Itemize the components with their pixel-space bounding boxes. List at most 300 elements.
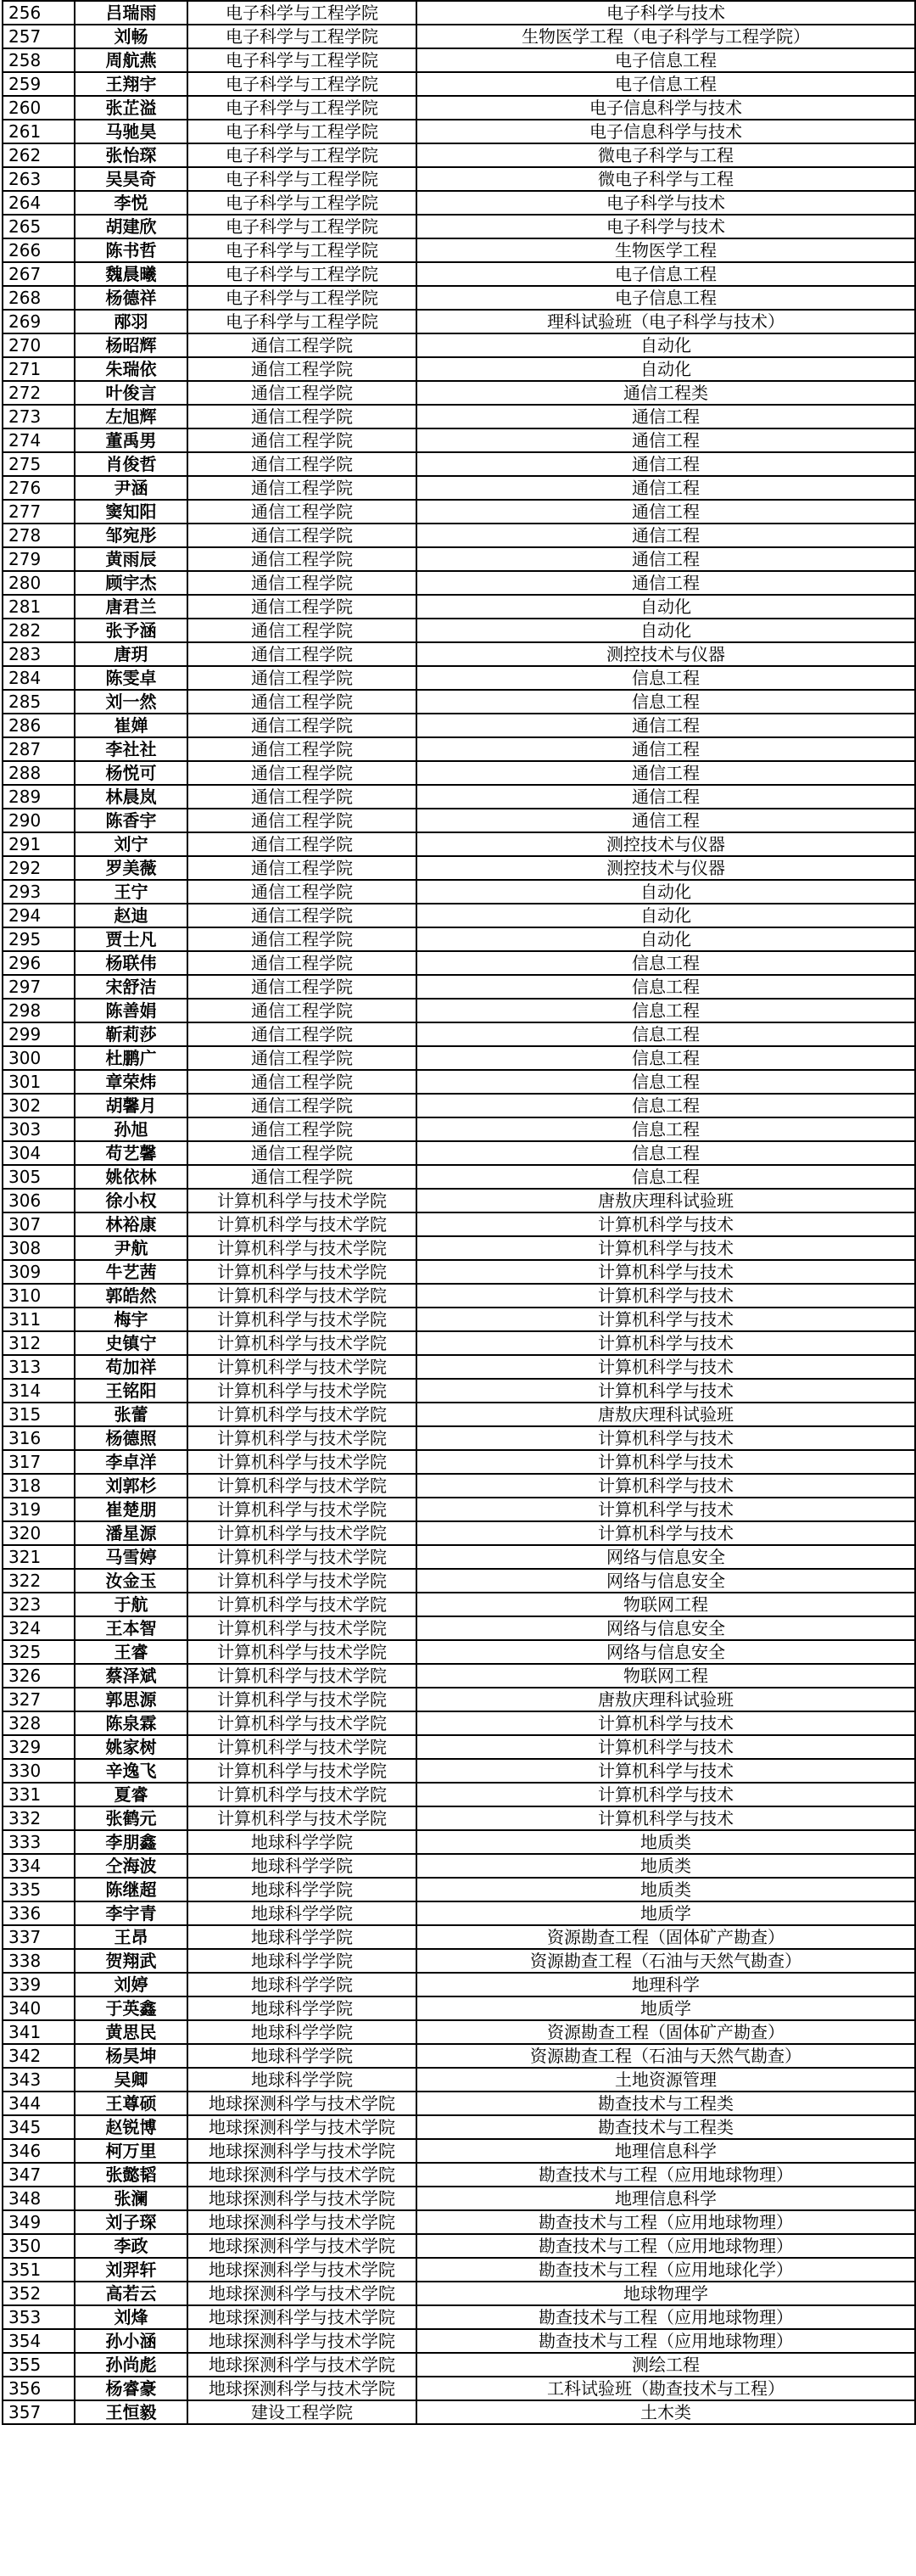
student-name-cell: 孙小涵 (75, 2329, 187, 2353)
row-number-cell: 282 (3, 619, 75, 642)
student-name-cell: 姚依林 (75, 1165, 187, 1189)
row-number-cell: 297 (3, 975, 75, 999)
student-name-cell: 高若云 (75, 2282, 187, 2305)
school-name-cell: 地球科学学院 (187, 2020, 416, 2044)
major-name-cell: 通信工程 (416, 405, 915, 428)
school-name-cell: 地球探测科学与技术学院 (187, 2139, 416, 2163)
row-number-cell: 280 (3, 571, 75, 595)
student-name-cell: 窦知阳 (75, 500, 187, 524)
major-name-cell: 物联网工程 (416, 1664, 915, 1688)
major-name-cell: 电子信息工程 (416, 48, 915, 72)
major-name-cell: 信息工程 (416, 975, 915, 999)
row-number-cell: 272 (3, 381, 75, 405)
student-name-cell: 潘星源 (75, 1521, 187, 1545)
school-name-cell: 通信工程学院 (187, 809, 416, 832)
row-number-cell: 290 (3, 809, 75, 832)
major-name-cell: 勘查技术与工程（应用地球物理） (416, 2305, 915, 2329)
school-name-cell: 通信工程学院 (187, 333, 416, 357)
major-name-cell: 土木类 (416, 2400, 915, 2424)
table-row (3, 262, 915, 286)
major-name-cell: 信息工程 (416, 1022, 915, 1046)
school-name-cell: 通信工程学院 (187, 1165, 416, 1189)
table-row (3, 1830, 915, 1854)
row-number-cell: 322 (3, 1569, 75, 1593)
row-number-cell: 346 (3, 2139, 75, 2163)
student-name-cell: 尹涵 (75, 476, 187, 500)
major-name-cell: 电子信息科学与技术 (416, 96, 915, 120)
table-row (3, 880, 915, 904)
row-number-cell: 288 (3, 761, 75, 785)
row-number-cell: 270 (3, 333, 75, 357)
student-name-cell: 吕瑞雨 (75, 1, 187, 25)
student-name-cell: 刘畅 (75, 25, 187, 48)
major-name-cell: 测控技术与仪器 (416, 642, 915, 666)
major-name-cell: 自动化 (416, 904, 915, 927)
school-name-cell: 电子科学与工程学院 (187, 143, 416, 167)
major-name-cell: 物联网工程 (416, 1593, 915, 1616)
school-name-cell: 地球探测科学与技术学院 (187, 2210, 416, 2234)
row-number-cell: 334 (3, 1854, 75, 1878)
row-number-cell: 260 (3, 96, 75, 120)
table-row (3, 1450, 915, 1474)
major-name-cell: 自动化 (416, 333, 915, 357)
student-name-cell: 于英鑫 (75, 1996, 187, 2020)
table-row (3, 785, 915, 809)
major-name-cell: 通信工程 (416, 809, 915, 832)
table-row (3, 737, 915, 761)
school-name-cell: 通信工程学院 (187, 1094, 416, 1117)
school-name-cell: 计算机科学与技术学院 (187, 1759, 416, 1783)
student-name-cell: 仝海波 (75, 1854, 187, 1878)
student-table-body (3, 1, 915, 2424)
school-name-cell: 计算机科学与技术学院 (187, 1783, 416, 1806)
row-number-cell: 330 (3, 1759, 75, 1783)
school-name-cell: 电子科学与工程学院 (187, 1, 416, 25)
school-name-cell: 地球探测科学与技术学院 (187, 2092, 416, 2115)
school-name-cell: 计算机科学与技术学院 (187, 1212, 416, 1236)
school-name-cell: 计算机科学与技术学院 (187, 1521, 416, 1545)
school-name-cell: 地球科学学院 (187, 1878, 416, 1901)
row-number-cell: 265 (3, 215, 75, 238)
row-number-cell: 354 (3, 2329, 75, 2353)
table-row (3, 642, 915, 666)
table-row (3, 832, 915, 856)
school-name-cell: 电子科学与工程学院 (187, 48, 416, 72)
table-row (3, 1260, 915, 1284)
school-name-cell: 通信工程学院 (187, 357, 416, 381)
school-name-cell: 计算机科学与技术学院 (187, 1189, 416, 1212)
major-name-cell: 勘查技术与工程（应用地球物理） (416, 2329, 915, 2353)
row-number-cell: 269 (3, 310, 75, 333)
major-name-cell: 计算机科学与技术 (416, 1498, 915, 1521)
row-number-cell: 289 (3, 785, 75, 809)
major-name-cell: 地质学 (416, 1901, 915, 1925)
row-number-cell: 341 (3, 2020, 75, 2044)
table-row (3, 2305, 915, 2329)
student-name-cell: 张芷溢 (75, 96, 187, 120)
table-row (3, 1616, 915, 1640)
row-number-cell: 344 (3, 2092, 75, 2115)
row-number-cell: 324 (3, 1616, 75, 1640)
major-name-cell: 唐敖庆理科试验班 (416, 1688, 915, 1711)
row-number-cell: 349 (3, 2210, 75, 2234)
student-name-cell: 郭皓然 (75, 1284, 187, 1308)
major-name-cell: 计算机科学与技术 (416, 1212, 915, 1236)
student-name-cell: 杨睿豪 (75, 2377, 187, 2400)
student-name-cell: 蔡泽斌 (75, 1664, 187, 1688)
major-name-cell: 资源勘查工程（石油与天然气勘查） (416, 2044, 915, 2068)
row-number-cell: 316 (3, 1426, 75, 1450)
school-name-cell: 计算机科学与技术学院 (187, 1450, 416, 1474)
table-row (3, 571, 915, 595)
table-row (3, 1806, 915, 1830)
table-row (3, 167, 915, 191)
school-name-cell: 计算机科学与技术学院 (187, 1260, 416, 1284)
school-name-cell: 建设工程学院 (187, 2400, 416, 2424)
school-name-cell: 电子科学与工程学院 (187, 167, 416, 191)
student-name-cell: 陈雯卓 (75, 666, 187, 690)
student-name-cell: 顾宇杰 (75, 571, 187, 595)
table-row (3, 381, 915, 405)
school-name-cell: 地球科学学院 (187, 1925, 416, 1949)
student-name-cell: 靳莉莎 (75, 1022, 187, 1046)
table-row (3, 286, 915, 310)
table-row (3, 809, 915, 832)
student-name-cell: 唐玥 (75, 642, 187, 666)
table-row (3, 1996, 915, 2020)
school-name-cell: 电子科学与工程学院 (187, 215, 416, 238)
major-name-cell: 信息工程 (416, 666, 915, 690)
row-number-cell: 342 (3, 2044, 75, 2068)
row-number-cell: 329 (3, 1735, 75, 1759)
table-row (3, 476, 915, 500)
row-number-cell: 328 (3, 1711, 75, 1735)
school-name-cell: 通信工程学院 (187, 1022, 416, 1046)
table-row (3, 1022, 915, 1046)
major-name-cell: 地理科学 (416, 1973, 915, 1996)
student-name-cell: 汝金玉 (75, 1569, 187, 1593)
table-row (3, 2068, 915, 2092)
table-row (3, 2020, 915, 2044)
school-name-cell: 通信工程学院 (187, 405, 416, 428)
student-name-cell: 杨联伟 (75, 951, 187, 975)
row-number-cell: 283 (3, 642, 75, 666)
row-number-cell: 300 (3, 1046, 75, 1070)
student-name-cell: 崔婵 (75, 714, 187, 737)
row-number-cell: 313 (3, 1355, 75, 1379)
student-name-cell: 陈善娟 (75, 999, 187, 1022)
major-name-cell: 勘查技术与工程（应用地球化学） (416, 2258, 915, 2282)
student-name-cell: 肖俊哲 (75, 452, 187, 476)
student-name-cell: 孙尚彪 (75, 2353, 187, 2377)
row-number-cell: 332 (3, 1806, 75, 1830)
row-number-cell: 263 (3, 167, 75, 191)
major-name-cell: 自动化 (416, 880, 915, 904)
row-number-cell: 259 (3, 72, 75, 96)
school-name-cell: 计算机科学与技术学院 (187, 1403, 416, 1426)
student-name-cell: 邴羽 (75, 310, 187, 333)
table-row (3, 452, 915, 476)
table-row (3, 310, 915, 333)
row-number-cell: 305 (3, 1165, 75, 1189)
student-name-cell: 王尊硕 (75, 2092, 187, 2115)
student-name-cell: 苟加祥 (75, 1355, 187, 1379)
row-number-cell: 307 (3, 1212, 75, 1236)
major-name-cell: 计算机科学与技术 (416, 1474, 915, 1498)
student-name-cell: 李社社 (75, 737, 187, 761)
major-name-cell: 网络与信息安全 (416, 1640, 915, 1664)
school-name-cell: 地球探测科学与技术学院 (187, 2282, 416, 2305)
major-name-cell: 网络与信息安全 (416, 1616, 915, 1640)
student-name-cell: 李朋鑫 (75, 1830, 187, 1854)
table-row (3, 1117, 915, 1141)
student-name-cell: 姚家树 (75, 1735, 187, 1759)
table-row (3, 2210, 915, 2234)
table-row (3, 1593, 915, 1616)
row-number-cell: 257 (3, 25, 75, 48)
school-name-cell: 计算机科学与技术学院 (187, 1355, 416, 1379)
school-name-cell: 电子科学与工程学院 (187, 120, 416, 143)
table-row (3, 120, 915, 143)
table-row (3, 547, 915, 571)
table-row (3, 1331, 915, 1355)
student-name-cell: 张怡琛 (75, 143, 187, 167)
table-row (3, 1284, 915, 1308)
student-name-cell: 张鹤元 (75, 1806, 187, 1830)
student-name-cell: 王宁 (75, 880, 187, 904)
student-name-cell: 杨昭辉 (75, 333, 187, 357)
school-name-cell: 计算机科学与技术学院 (187, 1593, 416, 1616)
row-number-cell: 338 (3, 1949, 75, 1973)
major-name-cell: 计算机科学与技术 (416, 1331, 915, 1355)
major-name-cell: 电子信息工程 (416, 286, 915, 310)
major-name-cell: 通信工程 (416, 571, 915, 595)
school-name-cell: 通信工程学院 (187, 999, 416, 1022)
table-row (3, 2258, 915, 2282)
major-name-cell: 电子科学与技术 (416, 191, 915, 215)
school-name-cell: 计算机科学与技术学院 (187, 1664, 416, 1688)
student-name-cell: 魏晨曦 (75, 262, 187, 286)
table-row (3, 1094, 915, 1117)
school-name-cell: 通信工程学院 (187, 856, 416, 880)
table-row (3, 714, 915, 737)
table-row (3, 2353, 915, 2377)
student-name-cell: 刘一然 (75, 690, 187, 714)
school-name-cell: 电子科学与工程学院 (187, 191, 416, 215)
table-row (3, 333, 915, 357)
major-name-cell: 电子信息科学与技术 (416, 120, 915, 143)
student-name-cell: 王恒毅 (75, 2400, 187, 2424)
table-row (3, 1640, 915, 1664)
table-row (3, 2115, 915, 2139)
major-name-cell: 地理信息科学 (416, 2187, 915, 2210)
table-row (3, 238, 915, 262)
table-row (3, 2234, 915, 2258)
school-name-cell: 通信工程学院 (187, 571, 416, 595)
row-number-cell: 306 (3, 1189, 75, 1212)
major-name-cell: 自动化 (416, 927, 915, 951)
row-number-cell: 278 (3, 524, 75, 547)
row-number-cell: 277 (3, 500, 75, 524)
table-row (3, 1165, 915, 1189)
school-name-cell: 计算机科学与技术学院 (187, 1284, 416, 1308)
table-row (3, 96, 915, 120)
school-name-cell: 通信工程学院 (187, 761, 416, 785)
school-name-cell: 计算机科学与技术学院 (187, 1379, 416, 1403)
major-name-cell: 通信工程 (416, 785, 915, 809)
major-name-cell: 信息工程 (416, 1165, 915, 1189)
table-row (3, 595, 915, 619)
major-name-cell: 信息工程 (416, 690, 915, 714)
major-name-cell: 理科试验班（电子科学与技术） (416, 310, 915, 333)
student-name-cell: 叶俊言 (75, 381, 187, 405)
row-number-cell: 327 (3, 1688, 75, 1711)
student-name-cell: 吴卿 (75, 2068, 187, 2092)
school-name-cell: 通信工程学院 (187, 785, 416, 809)
school-name-cell: 地球探测科学与技术学院 (187, 2258, 416, 2282)
school-name-cell: 计算机科学与技术学院 (187, 1640, 416, 1664)
table-row (3, 666, 915, 690)
table-row (3, 357, 915, 381)
table-row (3, 1759, 915, 1783)
table-row (3, 1189, 915, 1212)
major-name-cell: 计算机科学与技术 (416, 1284, 915, 1308)
row-number-cell: 274 (3, 428, 75, 452)
school-name-cell: 通信工程学院 (187, 1117, 416, 1141)
row-number-cell: 357 (3, 2400, 75, 2424)
student-name-cell: 刘羿轩 (75, 2258, 187, 2282)
school-name-cell: 电子科学与工程学院 (187, 262, 416, 286)
row-number-cell: 336 (3, 1901, 75, 1925)
school-name-cell: 计算机科学与技术学院 (187, 1545, 416, 1569)
table-row (3, 1973, 915, 1996)
table-row (3, 1141, 915, 1165)
row-number-cell: 351 (3, 2258, 75, 2282)
row-number-cell: 356 (3, 2377, 75, 2400)
school-name-cell: 计算机科学与技术学院 (187, 1569, 416, 1593)
table-row (3, 1308, 915, 1331)
student-name-cell: 王昂 (75, 1925, 187, 1949)
school-name-cell: 通信工程学院 (187, 666, 416, 690)
student-name-cell: 李卓洋 (75, 1450, 187, 1474)
student-name-cell: 王睿 (75, 1640, 187, 1664)
student-name-cell: 贺翔武 (75, 1949, 187, 1973)
school-name-cell: 计算机科学与技术学院 (187, 1711, 416, 1735)
table-row (3, 690, 915, 714)
school-name-cell: 地球科学学院 (187, 2044, 416, 2068)
school-name-cell: 通信工程学院 (187, 714, 416, 737)
row-number-cell: 264 (3, 191, 75, 215)
table-row (3, 1474, 915, 1498)
major-name-cell: 测控技术与仪器 (416, 856, 915, 880)
major-name-cell: 资源勘查工程（固体矿产勘查） (416, 1925, 915, 1949)
major-name-cell: 通信工程 (416, 524, 915, 547)
major-name-cell: 电子信息工程 (416, 72, 915, 96)
row-number-cell: 266 (3, 238, 75, 262)
table-row (3, 951, 915, 975)
table-row (3, 1711, 915, 1735)
school-name-cell: 地球探测科学与技术学院 (187, 2377, 416, 2400)
student-name-cell: 张蕾 (75, 1403, 187, 1426)
row-number-cell: 262 (3, 143, 75, 167)
table-row (3, 1569, 915, 1593)
school-name-cell: 计算机科学与技术学院 (187, 1236, 416, 1260)
student-name-cell: 吴昊奇 (75, 167, 187, 191)
school-name-cell: 通信工程学院 (187, 737, 416, 761)
school-name-cell: 地球科学学院 (187, 1854, 416, 1878)
student-name-cell: 宋舒洁 (75, 975, 187, 999)
table-row (3, 1783, 915, 1806)
major-name-cell: 通信工程 (416, 761, 915, 785)
student-name-cell: 林晨岚 (75, 785, 187, 809)
major-name-cell: 地质类 (416, 1854, 915, 1878)
row-number-cell: 311 (3, 1308, 75, 1331)
major-name-cell: 信息工程 (416, 1046, 915, 1070)
student-name-cell: 章荣炜 (75, 1070, 187, 1094)
student-name-cell: 孙旭 (75, 1117, 187, 1141)
table-row (3, 1046, 915, 1070)
major-name-cell: 自动化 (416, 595, 915, 619)
major-name-cell: 勘查技术与工程（应用地球物理） (416, 2163, 915, 2187)
school-name-cell: 通信工程学院 (187, 619, 416, 642)
major-name-cell: 唐敖庆理科试验班 (416, 1403, 915, 1426)
student-name-cell: 马驰昊 (75, 120, 187, 143)
student-name-cell: 刘婷 (75, 1973, 187, 1996)
student-name-cell: 罗美薇 (75, 856, 187, 880)
student-name-cell: 于航 (75, 1593, 187, 1616)
student-name-cell: 张予涵 (75, 619, 187, 642)
major-name-cell: 通信工程 (416, 476, 915, 500)
table-row (3, 2400, 915, 2424)
major-name-cell: 通信工程 (416, 547, 915, 571)
student-name-cell: 左旭辉 (75, 405, 187, 428)
school-name-cell: 计算机科学与技术学院 (187, 1308, 416, 1331)
row-number-cell: 275 (3, 452, 75, 476)
school-name-cell: 电子科学与工程学院 (187, 96, 416, 120)
school-name-cell: 通信工程学院 (187, 428, 416, 452)
table-row (3, 1426, 915, 1450)
school-name-cell: 通信工程学院 (187, 1070, 416, 1094)
row-number-cell: 268 (3, 286, 75, 310)
major-name-cell: 微电子科学与工程 (416, 143, 915, 167)
school-name-cell: 通信工程学院 (187, 476, 416, 500)
school-name-cell: 通信工程学院 (187, 1141, 416, 1165)
student-name-cell: 刘子琛 (75, 2210, 187, 2234)
row-number-cell: 309 (3, 1260, 75, 1284)
student-name-cell: 刘郭杉 (75, 1474, 187, 1498)
student-name-cell: 陈继超 (75, 1878, 187, 1901)
row-number-cell: 273 (3, 405, 75, 428)
student-name-cell: 董禹男 (75, 428, 187, 452)
table-row (3, 1545, 915, 1569)
table-row (3, 904, 915, 927)
row-number-cell: 295 (3, 927, 75, 951)
table-row (3, 2163, 915, 2187)
row-number-cell: 325 (3, 1640, 75, 1664)
table-row (3, 25, 915, 48)
row-number-cell: 343 (3, 2068, 75, 2092)
school-name-cell: 地球探测科学与技术学院 (187, 2115, 416, 2139)
student-name-cell: 陈泉霖 (75, 1711, 187, 1735)
major-name-cell: 自动化 (416, 357, 915, 381)
major-name-cell: 勘查技术与工程（应用地球物理） (416, 2210, 915, 2234)
student-name-cell: 苟艺馨 (75, 1141, 187, 1165)
school-name-cell: 电子科学与工程学院 (187, 310, 416, 333)
row-number-cell: 335 (3, 1878, 75, 1901)
major-name-cell: 计算机科学与技术 (416, 1426, 915, 1450)
major-name-cell: 勘查技术与工程类 (416, 2092, 915, 2115)
school-name-cell: 计算机科学与技术学院 (187, 1426, 416, 1450)
